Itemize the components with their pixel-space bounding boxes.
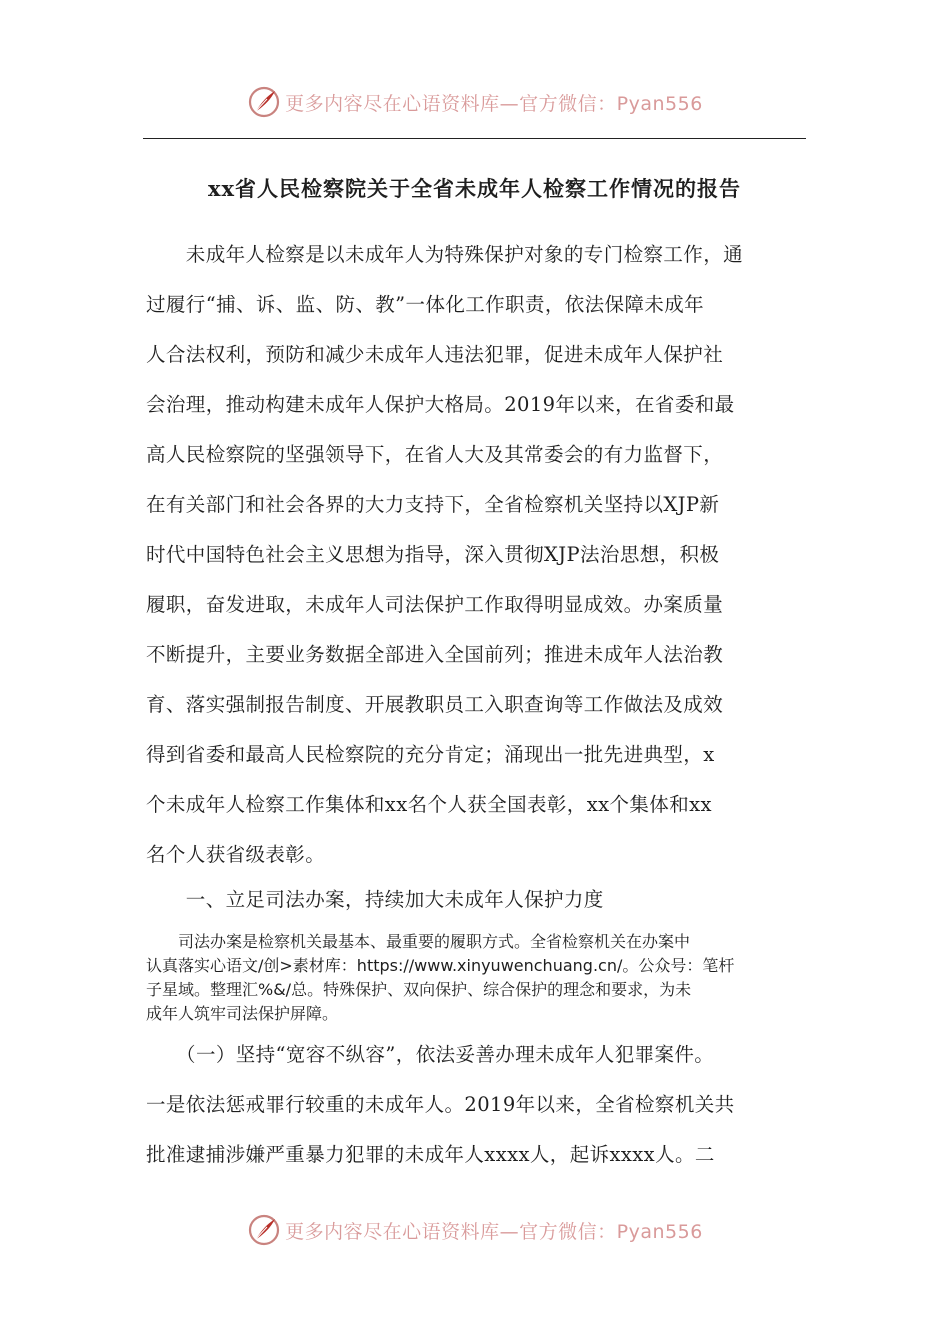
- text-line: 一是依法惩戒罪行较重的未成年人。2019年以来，全省检察机关共: [146, 1093, 735, 1116]
- text-line: 司法办案是检察机关最基本、最重要的履职方式。全省检察机关在办案中: [146, 932, 691, 951]
- text-line: （一）坚持“宽容不纵容”，依法妥善办理未成年人犯罪案件。: [146, 1043, 715, 1066]
- text-line: 高人民检察院的坚强领导下，在省人大及其常委会的有力监督下，: [146, 443, 724, 466]
- text-line: 过履行“捕、诉、监、防、教”一体化工作职责，依法保障未成年: [146, 293, 705, 316]
- footer-banner-text: 更多内容尽在心语资料库—官方微信：Pyan556: [285, 1220, 703, 1243]
- header-banner: [0, 82, 950, 122]
- header-divider: [143, 138, 806, 139]
- section-paragraph: [146, 930, 796, 1026]
- feather-pen-logo-icon: [247, 85, 281, 119]
- header-banner-text: 更多内容尽在心语资料库—官方微信：Pyan556: [285, 92, 703, 115]
- text-line: 个未成年人检察工作集体和xx名个人获全国表彰，xx个集体和xx: [146, 793, 712, 816]
- intro-paragraph: [146, 230, 801, 880]
- text-line: 批准逮捕涉嫌严重暴力犯罪的未成年人xxxx人，起诉xxxx人。二: [146, 1143, 715, 1166]
- text-line: 人合法权利，预防和减少未成年人违法犯罪，促进未成年人保护社: [146, 343, 724, 366]
- text-line: 不断提升，主要业务数据全部进入全国前列；推进未成年人法治教: [146, 643, 724, 666]
- feather-pen-logo-icon: [247, 1213, 281, 1247]
- text-line: 名个人获省级表彰。: [146, 843, 326, 866]
- text-line: 成年人筑牢司法保护屏障。: [146, 1004, 339, 1023]
- text-line: 育、落实强制报告制度、开展教职员工入职查询等工作做法及成效: [146, 693, 724, 716]
- text-line: 子星域。整理汇%&/总。特殊保护、双向保护、综合保护的理念和要求，为未: [146, 980, 692, 999]
- text-line: 未成年人检察是以未成年人为特殊保护对象的专门检察工作，通: [146, 243, 744, 266]
- text-line: 时代中国特色社会主义思想为指导，深入贯彻XJP法治思想，积极: [146, 543, 720, 566]
- subsection-paragraph: [146, 1030, 801, 1180]
- footer-banner: [0, 1210, 950, 1250]
- text-line: 认真落实心语文/创>素材库：https://www.xinyuwenchuang.cn/。公众号：笔杆: [146, 956, 735, 975]
- text-line: 得到省委和最高人民检察院的充分肯定；涌现出一批先进典型，x: [146, 743, 715, 766]
- text-line: 履职，奋发进取，未成年人司法保护工作取得明显成效。办案质量: [146, 593, 724, 616]
- text-line: 会治理，推动构建未成年人保护大格局。2019年以来，在省委和最: [146, 393, 735, 416]
- document-title: xx省人民检察院关于全省未成年人检察工作情况的报告: [207, 176, 742, 201]
- text-line: 在有关部门和社会各界的大力支持下，全省检察机关坚持以XJP新: [146, 493, 720, 516]
- section-heading: 一、立足司法办案，持续加大未成年人保护力度: [146, 888, 604, 911]
